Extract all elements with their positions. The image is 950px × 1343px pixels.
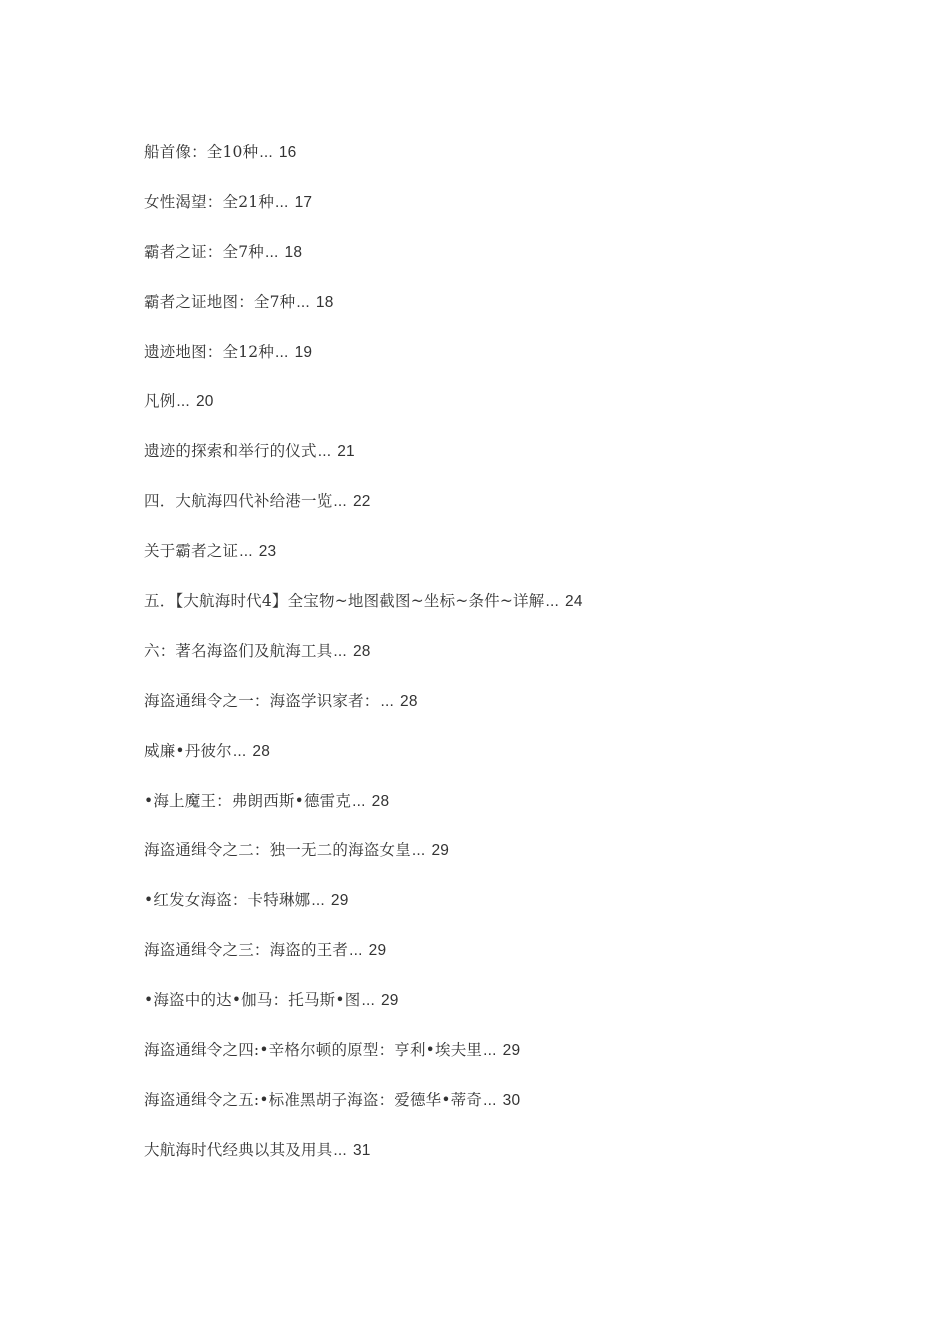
toc-entry-page-number: 21 — [337, 443, 355, 461]
toc-entry-title: •海上魔王：弗朗西斯•德雷克 — [144, 791, 352, 810]
toc-entry-page-number: 20 — [195, 393, 214, 411]
toc-entry-page-number: 29 — [368, 942, 387, 960]
toc-entry-page-number: 23 — [258, 543, 277, 561]
toc-entry-title: 遗迹的探索和举行的仪式 — [144, 442, 317, 461]
toc-entry-page-number: 19 — [294, 343, 313, 361]
toc-entry-page-number: 28 — [352, 642, 371, 660]
toc-entry[interactable] — [144, 988, 904, 1038]
toc-entry-page-number: 18 — [315, 293, 334, 311]
toc-entry-page-number: 31 — [352, 1141, 371, 1159]
toc-entry-leader: ... — [483, 1042, 497, 1060]
toc-entry-page-number: 29 — [502, 1042, 521, 1060]
toc-entry-page-number: 29 — [330, 892, 349, 910]
toc-entry-title: 五．【大航海时代4】全宝物~地图截图~坐标~条件~详解 — [144, 592, 545, 611]
toc-entry-title: 船首像：全10种 — [144, 143, 259, 161]
toc-entry-title: 四．大航海四代补给港一览 — [144, 492, 333, 511]
toc-entry-page-number: 17 — [294, 193, 313, 211]
toc-entry-leader: ... — [311, 892, 325, 910]
toc-entry-leader: ... — [296, 293, 310, 311]
toc-entry[interactable] — [144, 1038, 904, 1088]
toc-entry-title: 海盗通缉令之三：海盗的王者 — [144, 941, 349, 960]
toc-entry[interactable] — [144, 739, 904, 789]
toc-entry-leader: ... — [176, 393, 190, 411]
toc-entry-leader: ... — [545, 593, 559, 611]
toc-entry-leader: ... — [239, 543, 253, 561]
toc-entry-leader: ... — [380, 692, 395, 710]
toc-entry-title: 海盗通缉令之一：海盗学识家者： — [144, 691, 380, 710]
toc-entry[interactable] — [144, 389, 904, 439]
table-of-contents — [144, 140, 904, 1188]
toc-entry-leader: ... — [483, 1091, 497, 1109]
toc-entry-title: 关于霸者之证 — [144, 542, 239, 561]
toc-entry[interactable] — [144, 240, 904, 290]
toc-entry[interactable] — [144, 1138, 904, 1188]
toc-entry[interactable] — [144, 439, 904, 489]
toc-entry-title: 霸者之证：全7种 — [144, 242, 264, 261]
toc-entry-page-number: 16 — [278, 144, 297, 161]
toc-entry[interactable] — [144, 639, 904, 689]
toc-entry[interactable] — [144, 1088, 904, 1138]
toc-entry-leader: ... — [411, 842, 426, 860]
toc-entry-leader: ... — [361, 992, 375, 1010]
toc-entry[interactable] — [144, 539, 904, 589]
toc-entry-page-number: 24 — [565, 593, 583, 611]
toc-entry-leader: ... — [333, 1141, 347, 1159]
toc-entry-leader: ... — [333, 493, 347, 511]
toc-entry-page-number: 28 — [252, 742, 271, 760]
toc-entry[interactable] — [144, 589, 904, 639]
toc-entry-title: 六：著名海盗们及航海工具 — [144, 641, 333, 660]
toc-entry-title: 遗迹地图：全12种 — [144, 342, 275, 361]
toc-entry-page-number: 30 — [502, 1091, 521, 1109]
toc-entry-leader: ... — [317, 443, 332, 461]
toc-entry[interactable] — [144, 838, 904, 888]
toc-entry-title: 女性渴望：全21种 — [144, 192, 275, 211]
toc-entry-page-number: 29 — [431, 842, 450, 860]
toc-entry[interactable] — [144, 689, 904, 739]
toc-entry[interactable] — [144, 140, 904, 190]
toc-entry-title: 威廉•丹彼尔 — [144, 741, 232, 760]
toc-entry-leader: ... — [333, 642, 347, 660]
toc-entry-title: 海盗通缉令之四:•辛格尔顿的原型：亨利•埃夫里 — [144, 1041, 483, 1060]
toc-entry-title: 大航海时代经典以其及用具 — [144, 1140, 333, 1159]
toc-entry-leader: ... — [349, 942, 363, 960]
toc-entry[interactable] — [144, 190, 904, 240]
toc-entry-leader: ... — [275, 343, 289, 361]
toc-entry-title: 凡例 — [144, 392, 176, 411]
toc-entry-leader: ... — [259, 144, 273, 161]
toc-entry-leader: ... — [352, 792, 366, 810]
toc-entry-leader: ... — [264, 243, 279, 261]
toc-entry[interactable] — [144, 489, 904, 539]
toc-entry[interactable] — [144, 888, 904, 938]
toc-entry-page-number: 22 — [352, 493, 371, 511]
toc-entry-page-number: 28 — [371, 792, 390, 810]
toc-entry[interactable] — [144, 938, 904, 988]
toc-entry-title: •红发女海盗：卡特琳娜 — [144, 891, 311, 910]
toc-entry-title: 海盗通缉令之二：独一无二的海盗女皇 — [144, 841, 411, 860]
toc-entry-page-number: 29 — [380, 992, 399, 1010]
toc-entry[interactable] — [144, 290, 904, 340]
toc-entry-leader: ... — [275, 193, 289, 211]
toc-entry[interactable] — [144, 789, 904, 839]
toc-entry-title: 霸者之证地图：全7种 — [144, 292, 296, 311]
toc-entry-page-number: 18 — [284, 243, 303, 261]
toc-entry-title: •海盗中的达•伽马：托马斯•图 — [144, 991, 361, 1010]
toc-entry-title: 海盗通缉令之五:•标准黑胡子海盗：爱德华•蒂奇 — [144, 1090, 483, 1109]
toc-entry[interactable] — [144, 340, 904, 390]
toc-entry-page-number: 28 — [400, 692, 418, 710]
toc-entry-leader: ... — [232, 742, 247, 760]
